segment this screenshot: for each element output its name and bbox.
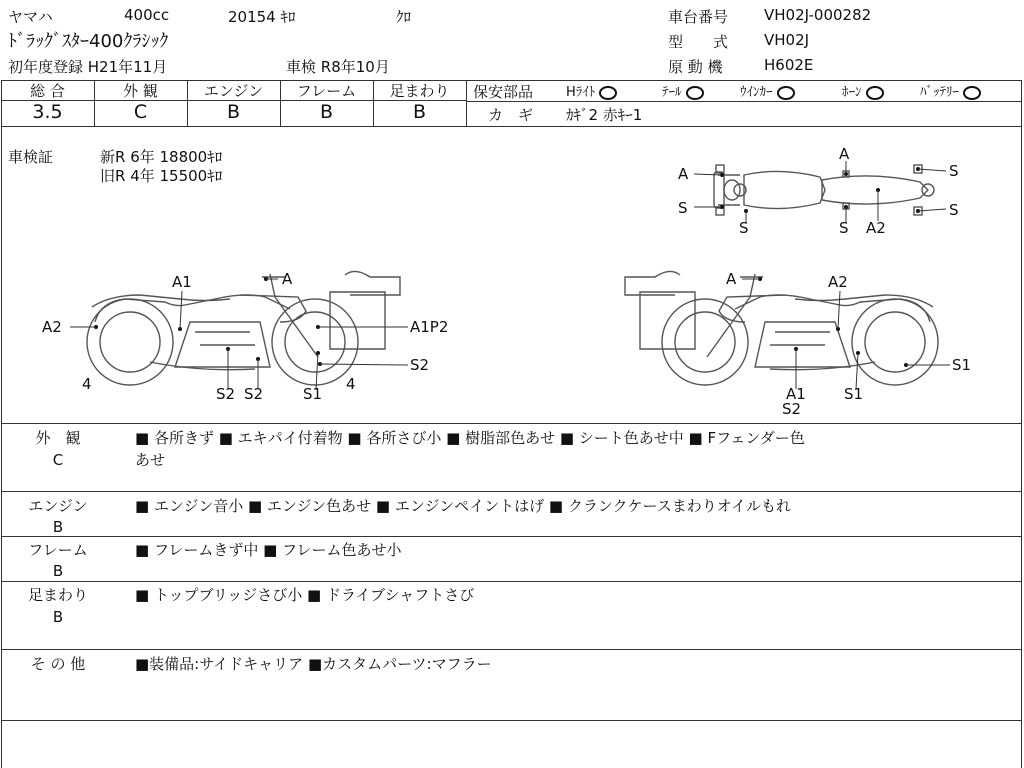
ok-circle-icon xyxy=(599,86,617,100)
remarks-sep-1 xyxy=(1,491,1022,492)
left-label-s2b: S2 xyxy=(244,385,264,403)
left-label-a1: A1 xyxy=(172,273,192,291)
remarks-sep-4 xyxy=(1,649,1022,650)
ok-circle-icon xyxy=(686,86,704,100)
remark-other-text: ■装備品:サイドキャリア ■カスタムパーツ:マフラー xyxy=(135,655,492,673)
left-label-p: A1P2 xyxy=(410,318,449,336)
remarks-sep-2 xyxy=(1,536,1022,537)
grade-header-suspension: 足まわり xyxy=(389,82,450,100)
model-name: ﾄﾞﾗｯｸﾞｽﾀｰ400ｸﾗｼｯｸ xyxy=(8,31,169,52)
left-view-bike xyxy=(87,271,400,385)
inspection-date: 車検 R8年10月 xyxy=(286,58,390,76)
damage-diagram xyxy=(0,127,1024,423)
safety-battery-label: ﾊﾞｯﾃﾘｰ xyxy=(920,85,959,100)
remarks-sep-3 xyxy=(1,581,1022,582)
remark-other-label: そ の 他 xyxy=(30,655,86,673)
grade-header-exterior: 外 観 xyxy=(123,82,158,100)
top-view-bike xyxy=(714,165,934,215)
remark-engine-label: エンジン xyxy=(28,497,88,515)
top-label-s3: S xyxy=(949,201,959,219)
grade-header-overall: 総 合 xyxy=(30,82,65,100)
remark-frame-label: フレーム xyxy=(28,541,88,559)
type-value: VH02J xyxy=(764,31,810,49)
safety-horn xyxy=(842,81,884,100)
mileage: 20154 ｷﾛ xyxy=(228,8,296,26)
safety-mid-line xyxy=(466,101,1022,102)
right-label-a: A xyxy=(726,270,737,288)
ok-circle-icon xyxy=(963,86,981,100)
grade-frame: B xyxy=(319,101,334,123)
remark-exterior-text-2: あせ xyxy=(135,451,166,469)
grade-exterior: C xyxy=(133,101,148,123)
safety-winker xyxy=(740,81,795,100)
type-label: 型 式 xyxy=(668,33,729,51)
top-label-s4: S xyxy=(739,219,749,237)
grade-suspension: B xyxy=(412,101,427,123)
top-label-a2: A xyxy=(839,145,850,163)
chassis-number: VH02J-000282 xyxy=(764,6,872,24)
left-label-a2: A2 xyxy=(42,318,62,336)
left-label-s1: S1 xyxy=(303,385,323,403)
remark-exterior-text: ■ 各所きず ■ エキパイ付着物 ■ 各所さび小 ■ 樹脂部色あせ ■ シート色あせ中 ■ Fフェンダー色 xyxy=(135,429,805,447)
grade-overall: 3.5 xyxy=(32,101,63,123)
chassis-label: 車台番号 xyxy=(668,8,729,26)
left-label-s2: S2 xyxy=(410,356,430,374)
top-label-s1: S xyxy=(678,199,688,217)
top-label-s2: S xyxy=(949,162,959,180)
right-label-a1: A1 xyxy=(786,385,806,403)
engine-label: 原 動 機 xyxy=(668,58,723,76)
left-label-4b: 4 xyxy=(346,375,356,393)
inspection-cert-label: 車検証 xyxy=(8,148,54,166)
grade-header-engine: エンジン xyxy=(203,82,264,100)
remark-engine-grade: B xyxy=(52,518,64,536)
first-registration: 初年度登録 H21年11月 xyxy=(8,58,168,76)
remark-suspension-grade: B xyxy=(52,608,64,626)
remarks-sep-5 xyxy=(1,720,1022,721)
engine-value: H602E xyxy=(764,56,814,74)
remark-exterior-grade: C xyxy=(52,451,64,469)
safety-tail-label: ﾃｰﾙ xyxy=(662,85,682,100)
inspection-cert-new: 新R 6年 18800ｷﾛ xyxy=(100,148,223,166)
grade-header-frame: フレーム xyxy=(296,82,357,100)
safety-winker-label: ｳｲﾝｶｰ xyxy=(740,85,773,100)
inspection-cert-old: 旧R 4年 15500ｷﾛ xyxy=(100,167,223,185)
remark-exterior-label: 外 観 xyxy=(35,429,81,447)
top-label-s5: S xyxy=(839,219,849,237)
top-label-a1: A xyxy=(678,165,689,183)
right-label-s1b: S1 xyxy=(844,385,864,403)
remark-engine-text: ■ エンジン音小 ■ エンジン色あせ ■ エンジンペイントはげ ■ クランクケースまわりオイルもれ xyxy=(135,497,792,515)
safety-tail xyxy=(662,81,704,100)
right-view-bike xyxy=(625,271,938,385)
safety-headlight xyxy=(566,81,617,100)
keys-value: ｶｷﾞ2 赤ｷｰ1 xyxy=(566,106,643,124)
grade-engine: B xyxy=(226,101,241,123)
right-label-s2: S2 xyxy=(782,400,802,418)
diagram-bottom-line xyxy=(1,423,1022,424)
displacement: 400cc xyxy=(124,6,170,24)
ok-circle-icon xyxy=(777,86,795,100)
right-label-a2: A2 xyxy=(828,273,848,291)
remark-frame-grade: B xyxy=(52,562,64,580)
maker: ヤマハ xyxy=(8,8,53,26)
safety-label: 保安部品 xyxy=(473,83,534,101)
left-label-4a: 4 xyxy=(82,375,92,393)
top-label-a3: A2 xyxy=(866,219,886,237)
safety-headlight-label: Hﾗｲﾄ xyxy=(566,85,596,100)
keys-label: カ ギ xyxy=(488,106,534,124)
color: ｸﾛ xyxy=(396,8,412,26)
left-label-a: A xyxy=(282,270,293,288)
ok-circle-icon xyxy=(866,86,884,100)
remark-suspension-label: 足まわり xyxy=(27,586,88,604)
safety-battery xyxy=(920,81,981,100)
remark-suspension-text: ■ トップブリッジさび小 ■ ドライブシャフトさび xyxy=(135,586,475,604)
left-label-s2a: S2 xyxy=(216,385,236,403)
safety-horn-label: ﾎｰﾝ xyxy=(842,85,862,100)
right-label-s1: S1 xyxy=(952,356,972,374)
grade-divider-5 xyxy=(466,80,467,126)
remark-frame-text: ■ フレームきず中 ■ フレーム色あせ小 xyxy=(135,541,402,559)
